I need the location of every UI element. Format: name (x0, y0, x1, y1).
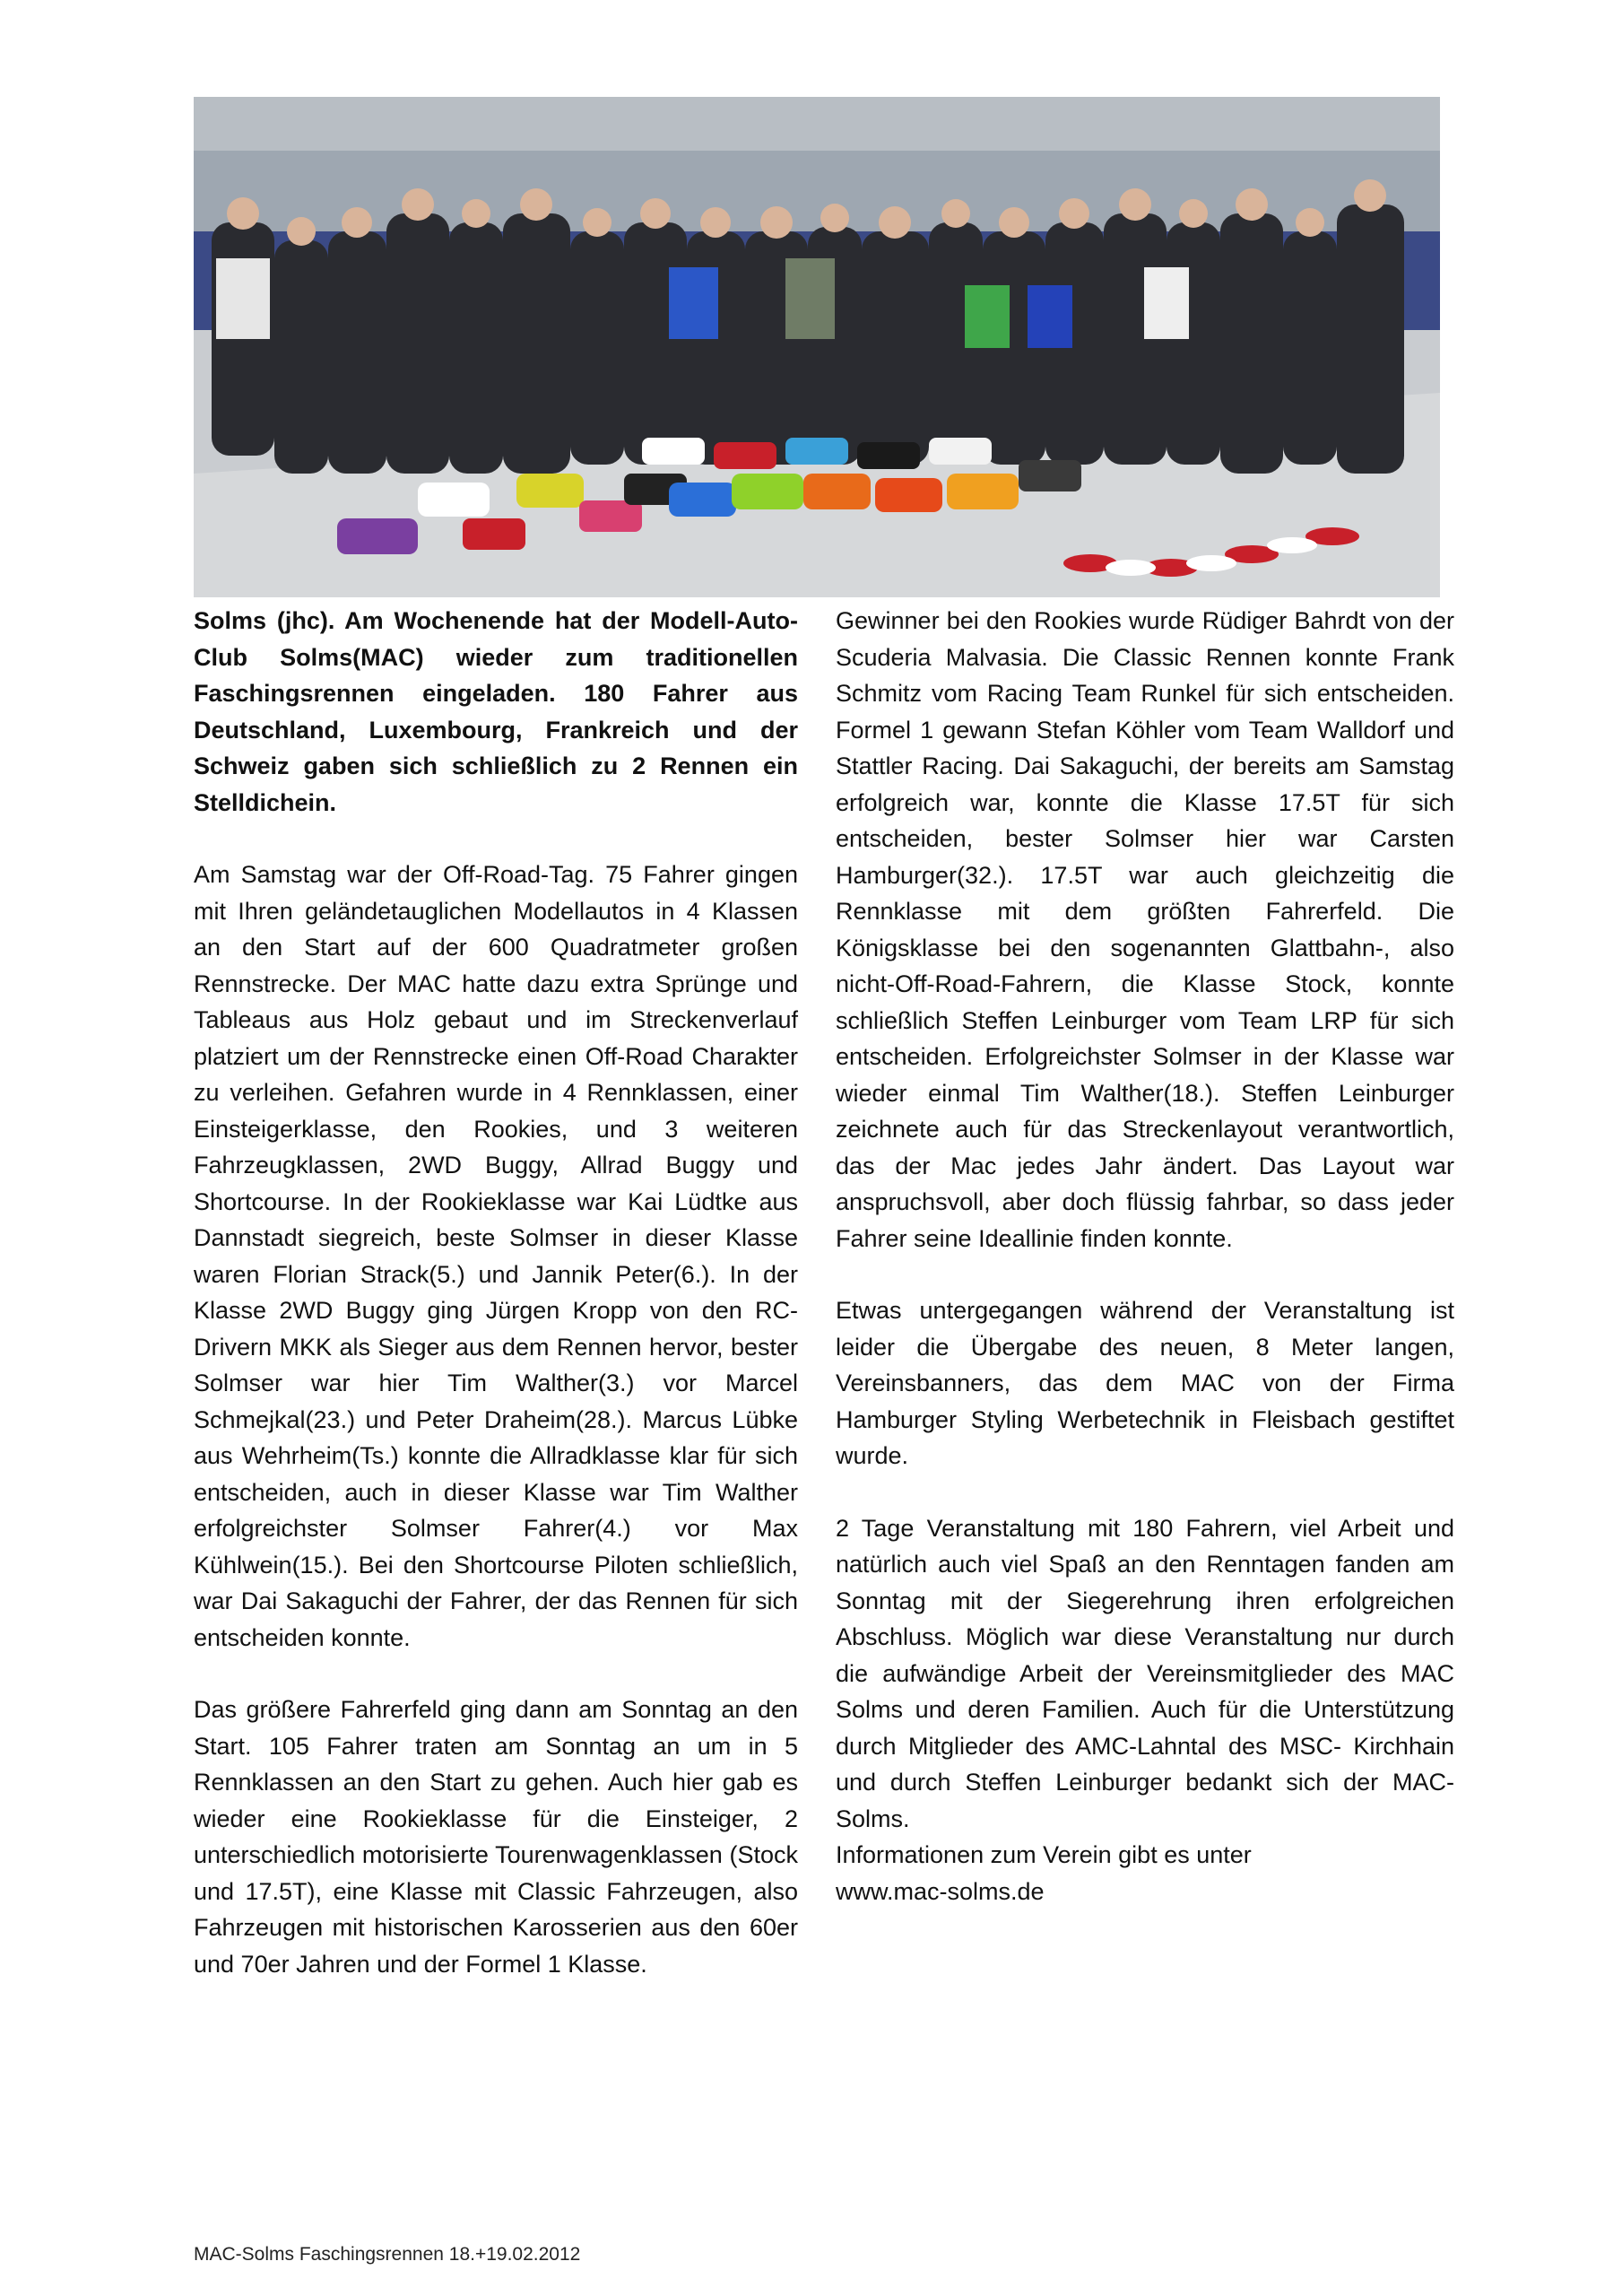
club-website-link[interactable]: www.mac-solms.de (836, 1877, 1045, 1905)
group-photo (194, 97, 1440, 597)
paragraph-sunday: Das größere Fahrerfeld ging dann am Sonntag an den Start. 105 Fahrer traten am Sonntag an um in 5 Rennklassen an den Start zu gehen. Auch hier gab es wieder eine Rookieklasse für die Einsteiger, 2 unterschiedlich motorisierte Tourenwagenklassen (Stock und 17.5T), eine Klasse mit Classic Fahrzeugen, also Fahrzeugen mit historischen Karosserien aus den 60er und 70er Jahren und der Formel 1 Klasse. (194, 1696, 798, 1978)
page-footer: MAC-Solms Faschingsrennen 18.+19.02.2012 (194, 2244, 581, 2265)
paragraph-saturday: Am Samstag war der Off-Road-Tag. 75 Fahrer gingen mit Ihren geländetauglichen Modellautos in 4 Klassen an den Start auf der 600 Quadratmeter großen Rennstrecke. Der MAC hatte dazu extra Sprünge und Tableaus aus Holz gebaut und im Streckenverlauf platziert um der Rennstrecke einen Off-Road Charakter zu verleihen. Gefahren wurde in 4 Rennklassen, einer Einsteigerklasse, den Rookies, und 3 weiteren Fahrzeugklassen, 2WD Buggy, Allrad Buggy und Shortcourse. In der Rookieklasse war Kai Lüdtke aus Dannstadt siegreich, beste Solmser in dieser Klasse waren Florian Strack(5.) und Jannik Peter(6.). In der Klasse 2WD Buggy ging Jürgen Kropp von den RC-Drivern MKK als Sieger aus dem Rennen hervor, bester Solmser war hier Tim Walther(3.) vor Marcel Schmejkal(23.) und Peter Draheim(28.). Marcus Lübke aus Wehrheim(Ts.) konnte die Allradklasse klar für sich entscheiden, auch in dieser Klasse war Tim Walther erfolgreichster Solmser Fahrer(4.) vor Max Kühlwein(15.). Bei den Shortcourse Piloten schließlich, war Dai Sakaguchi der Fahrer, der das Rennen für sich entscheiden konnte. (194, 861, 798, 1651)
group-photo-rc-cars-icon (194, 97, 1440, 597)
info-line: Informationen zum Verein gibt es unter (836, 1841, 1252, 1868)
left-column (194, 603, 798, 2018)
paragraph-results: Gewinner bei den Rookies wurde Rüdiger Bahrdt von der Scuderia Malvasia. Die Classic Rennen konnte Frank Schmitz vom Racing Team Runkel für sich entscheiden. Formel 1 gewann Stefan Köhler vom Team Walldorf und Stattler Racing. Dai Sakaguchi, der bereits am Samstag erfolgreich war, konnte die Klasse 17.5T für sich entscheiden, bester Solmser hier war Carsten Hamburger(32.). 17.5T war auch gleichzeitig die Rennklasse mit dem größten Fahrerfeld. Die Königsklasse bei den sogenannten Glattbahn-, also nicht-Off-Road-Fahrern, die Klasse Stock, konnte schließlich Steffen Leinburger vom Team LRP für sich entscheiden. Erfolgreichster Solmser in der Klasse war wieder einmal Tim Walther(18.). Steffen Leinburger zeichnete auch für das Streckenlayout verantwortlich, das der Mac jedes Jahr ändert. Das Layout war anspruchsvoll, aber doch flüssig fahrbar, so dass jeder Fahrer seine Ideallinie finden konnte. (836, 607, 1454, 1252)
right-column (836, 603, 1454, 1909)
paragraph-thanks: 2 Tage Veranstaltung mit 180 Fahrern, viel Arbeit und natürlich auch viel Spaß an den Renntagen fanden am Sonntag mit der Siegerehrung ihren erfolgreichen Abschluss. Möglich war diese Veranstaltung nur durch die aufwändige Arbeit der Vereinsmitglieder des MAC Solms und deren Familien. Auch für die Unterstützung durch Mitglieder des AMC-Lahntal des MSC- Kirchhain und durch Steffen Leinburger bedankt sich der MAC-Solms. (836, 1514, 1454, 1832)
paragraph-banner: Etwas untergegangen während der Veranstaltung ist leider die Übergabe des neuen, 8 Meter langen, Vereinsbanners, das dem MAC von der Firma Hamburger Styling Werbetechnik in Fleisbach gestiftet wurde. (836, 1297, 1454, 1469)
lead-paragraph: Solms (jhc). Am Wochenende hat der Modell-Auto-Club Solms(MAC) wieder zum traditionellen Faschingsrennen eingeladen. 180 Fahrer aus Deutschland, Luxembourg, Frankreich und der Schweiz gaben sich schließlich zu 2 Rennen ein Stelldichein. (194, 607, 798, 816)
